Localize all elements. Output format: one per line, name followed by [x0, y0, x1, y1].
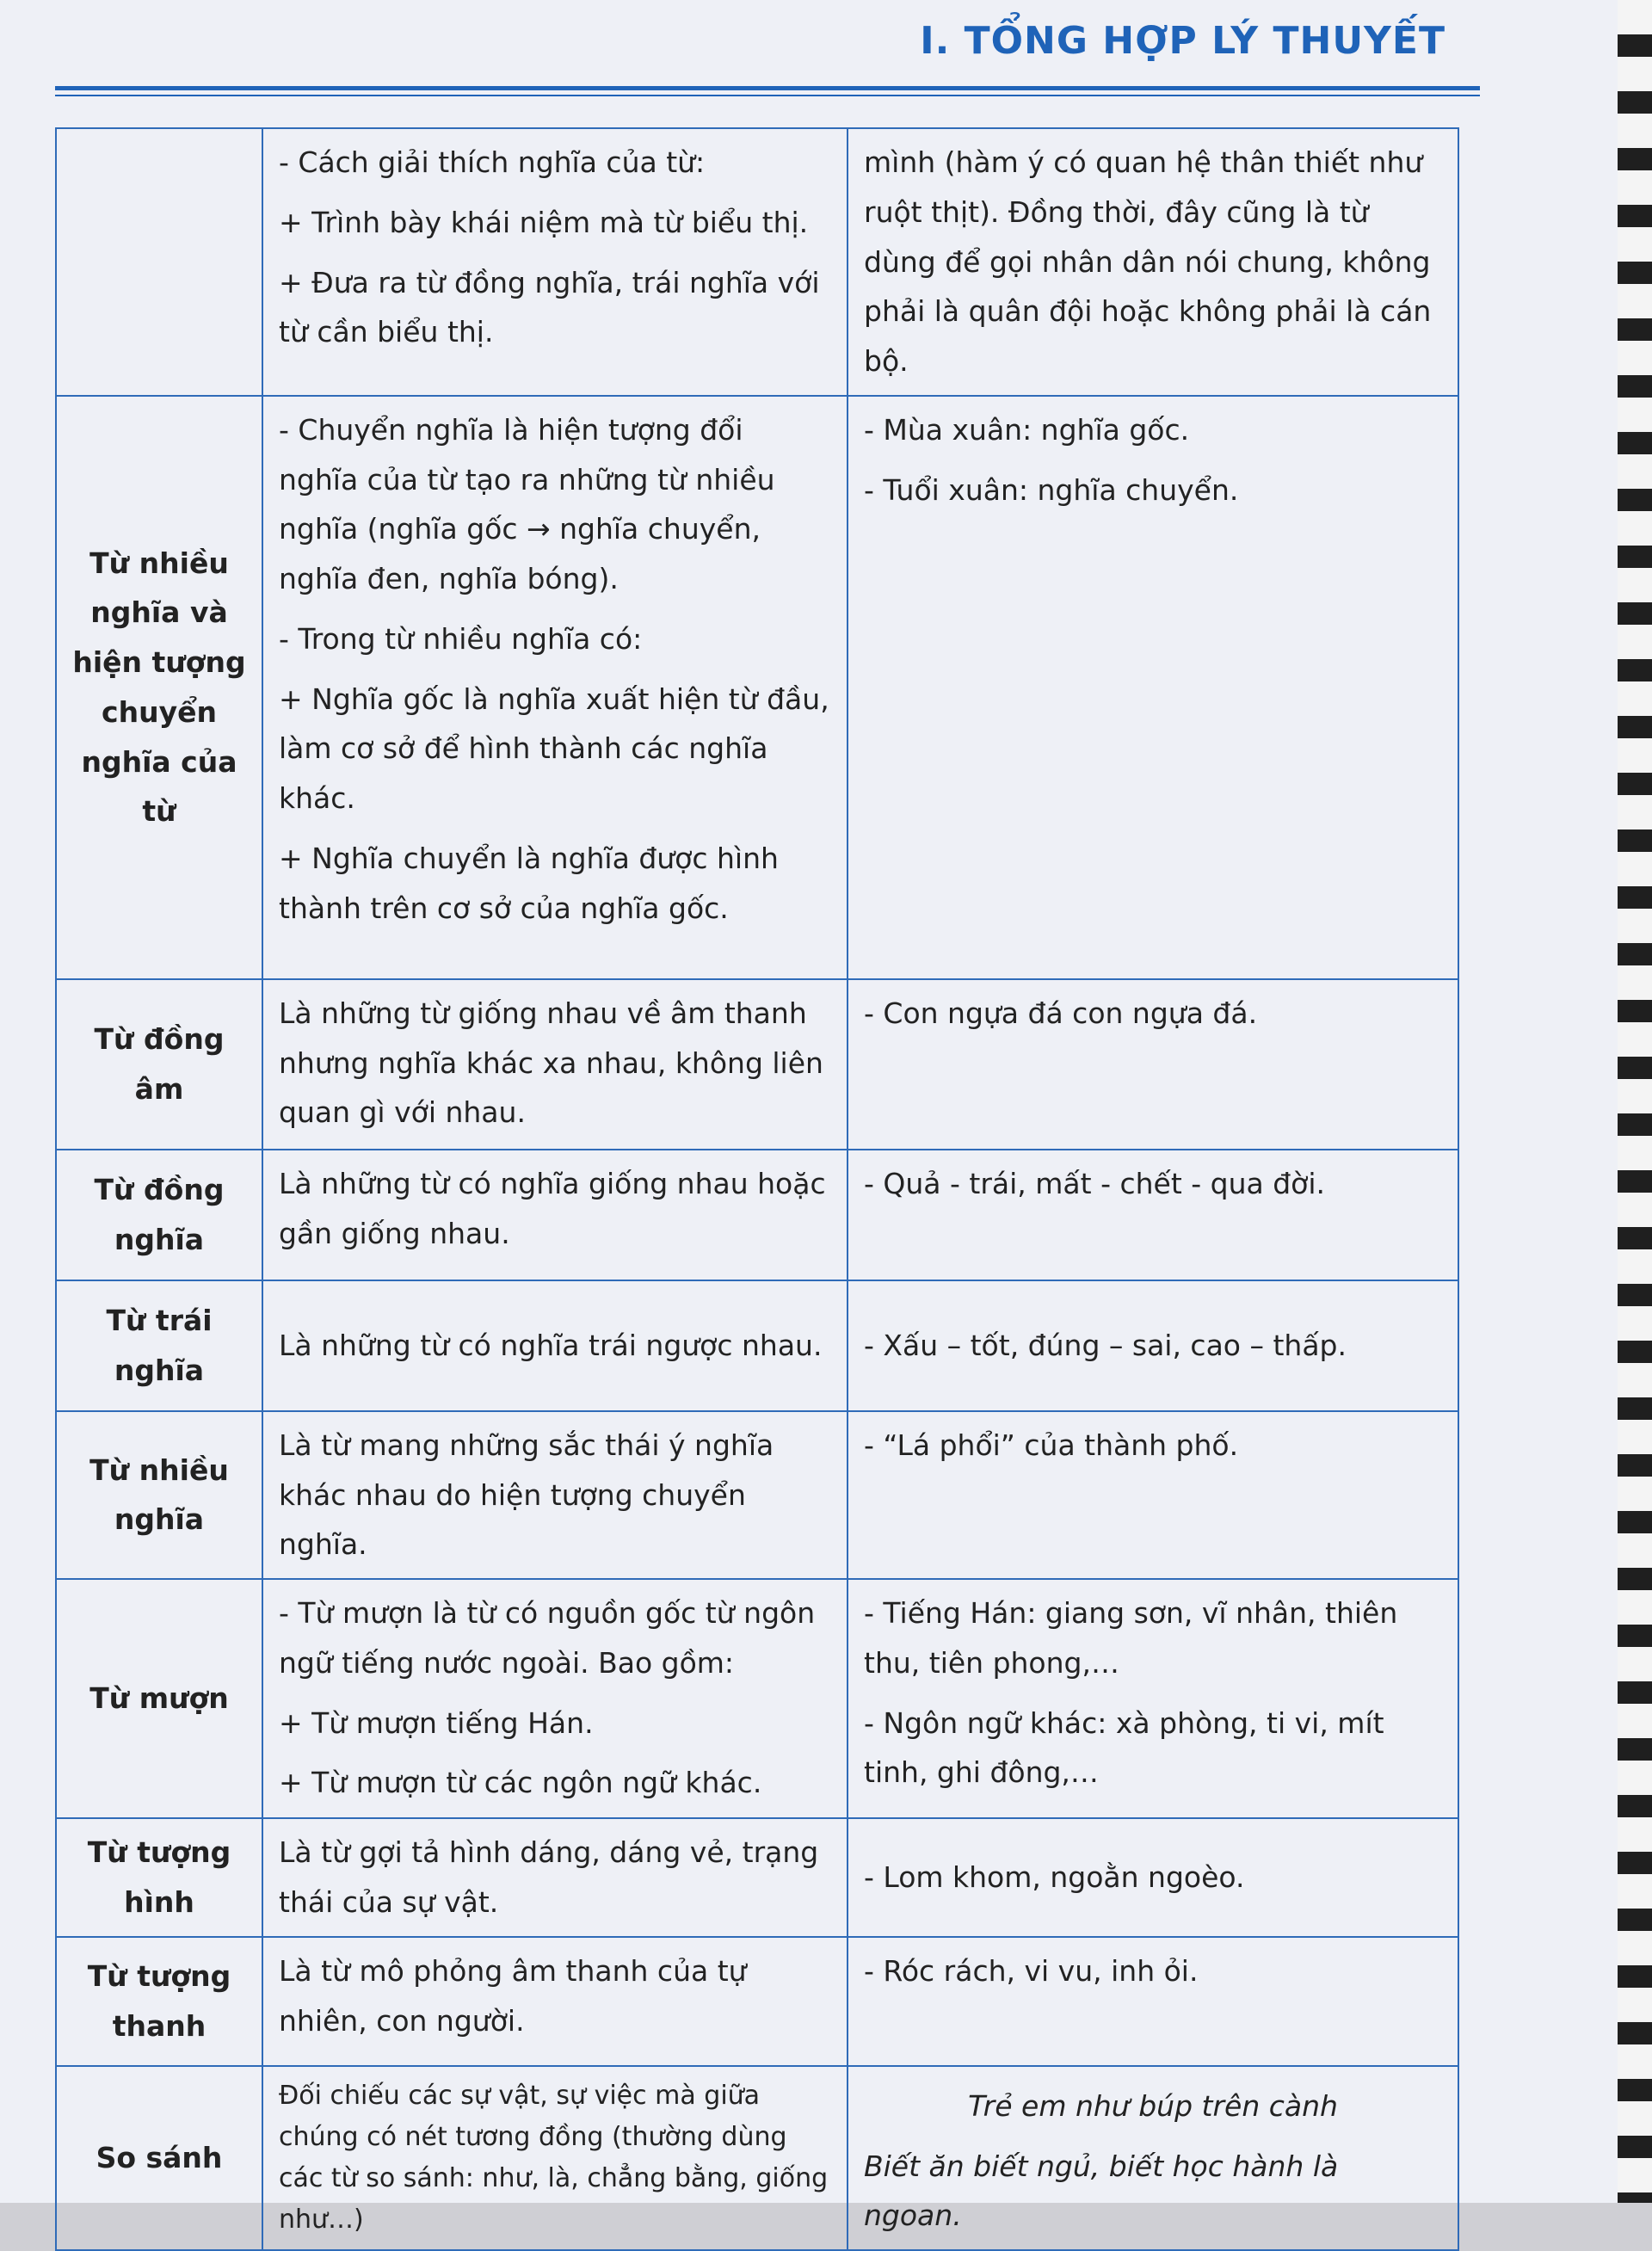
definition-line: - Chuyển nghĩa là hiện tượng đổi nghĩa của từ tạo ra những từ nhiều nghĩa (nghĩa gốc → nghĩa chuyển, nghĩa đen, nghĩa bóng). — [279, 412, 775, 595]
definition-line: + Từ mượn tiếng Hán. — [279, 1705, 594, 1740]
row-term: Từ tượng hình — [56, 1818, 262, 1937]
table-row — [56, 1818, 1458, 1937]
table-row — [56, 1411, 1458, 1579]
row-example — [848, 1937, 1458, 2066]
row-term — [56, 128, 262, 396]
row-definition — [262, 1411, 848, 1579]
row-definition — [262, 1937, 848, 2066]
definition-line: - Từ mượn là từ có nguồn gốc từ ngôn ngữ tiếng nước ngoài. Bao gồm: — [279, 1596, 816, 1680]
definition-line: - Trong từ nhiều nghĩa có: — [279, 621, 643, 656]
row-term: Từ mượn — [56, 1579, 262, 1818]
example-line: - Tiếng Hán: giang sơn, vĩ nhân, thiên thu, tiên phong,… — [864, 1596, 1398, 1680]
example-line: Trẻ em như búp trên cành — [968, 2088, 1338, 2123]
example-line: mình (hàm ý có quan hệ thân thiết như ruột thịt). Đồng thời, đây cũng là từ dùng để gọi nhân dân nói chung, không phải là quân đội hoặc không phải là cán bộ. — [864, 145, 1432, 378]
definition-line: Đối chiếu các sự vật, sự việc mà giữa chúng có nét tương đồng (thường dùng các từ so sánh: như, là, chẳng bằng, giống như…) — [279, 2081, 829, 2235]
theory-table — [55, 127, 1459, 2251]
example-line: - Con ngựa đá con ngựa đá. — [864, 996, 1258, 1030]
row-term: Từ đồng nghĩa — [56, 1150, 262, 1280]
row-example — [848, 128, 1458, 396]
example-line: - Lom khom, ngoằn ngoèo. — [864, 1860, 1245, 1895]
row-example — [848, 396, 1458, 979]
header-divider-thin — [55, 95, 1480, 96]
definition-line: Là từ gợi tả hình dáng, dáng vẻ, trạng thái của sự vật. — [279, 1835, 819, 1919]
definition-line: Là từ mang những sắc thái ý nghĩa khác nhau do hiện tượng chuyển nghĩa. — [279, 1428, 774, 1562]
definition-line: + Từ mượn từ các ngôn ngữ khác. — [279, 1766, 762, 1800]
row-example — [848, 1818, 1458, 1937]
row-definition — [262, 128, 848, 396]
table-row — [56, 2066, 1458, 2250]
table-row — [56, 979, 1458, 1150]
row-example — [848, 979, 1458, 1150]
row-term: Từ nhiều nghĩa và hiện tượng chuyển nghĩa của từ — [56, 396, 262, 979]
row-term: Từ tượng thanh — [56, 1937, 262, 2066]
row-example — [848, 2066, 1458, 2250]
definition-line: + Nghĩa gốc là nghĩa xuất hiện từ đầu, làm cơ sở để hình thành các nghĩa khác. — [279, 681, 829, 815]
example-line: - “Lá phổi” của thành phố. — [864, 1428, 1239, 1462]
definition-line: + Nghĩa chuyển là nghĩa được hình thành trên cơ sở của nghĩa gốc. — [279, 841, 779, 925]
background-edge — [1618, 0, 1652, 2203]
row-example — [848, 1280, 1458, 1411]
row-term: Từ nhiều nghĩa — [56, 1411, 262, 1579]
row-definition — [262, 1280, 848, 1411]
definition-line: Là những từ có nghĩa trái ngược nhau. — [279, 1328, 823, 1362]
definition-line: Là từ mô phỏng âm thanh của tự nhiên, con người. — [279, 1954, 747, 2038]
example-line: - Xấu – tốt, đúng – sai, cao – thấp. — [864, 1328, 1347, 1362]
definition-line: + Trình bày khái niệm mà từ biểu thị. — [279, 205, 809, 239]
definition-line: + Đưa ra từ đồng nghĩa, trái nghĩa với từ cần biểu thị. — [279, 265, 820, 349]
section-title: I. TỔNG HỢP LÝ THUYẾT — [920, 19, 1446, 63]
row-example — [848, 1411, 1458, 1579]
example-line: - Tuổi xuân: nghĩa chuyển. — [864, 472, 1239, 507]
row-definition — [262, 1579, 848, 1818]
table-row — [56, 128, 1458, 396]
example-line: Biết ăn biết ngủ, biết học hành là ngoan. — [864, 2149, 1339, 2233]
row-definition — [262, 2066, 848, 2250]
table-row — [56, 1937, 1458, 2066]
definition-line: - Cách giải thích nghĩa của từ: — [279, 145, 706, 179]
row-definition — [262, 396, 848, 979]
row-example — [848, 1579, 1458, 1818]
example-line: - Quả - trái, mất - chết - qua đời. — [864, 1166, 1326, 1200]
row-term: So sánh — [56, 2066, 262, 2250]
header-divider — [55, 86, 1480, 90]
row-term: Từ đồng âm — [56, 979, 262, 1150]
row-definition — [262, 1818, 848, 1937]
definition-line: Là những từ giống nhau về âm thanh nhưng nghĩa khác xa nhau, không liên quan gì với nhau. — [279, 996, 823, 1130]
table-row — [56, 396, 1458, 979]
example-line: - Róc rách, vi vu, inh ỏi. — [864, 1954, 1199, 1988]
table-row — [56, 1280, 1458, 1411]
row-definition — [262, 1150, 848, 1280]
definition-line: Là những từ có nghĩa giống nhau hoặc gần giống nhau. — [279, 1166, 826, 1250]
table-row — [56, 1579, 1458, 1818]
row-term: Từ trái nghĩa — [56, 1280, 262, 1411]
row-example — [848, 1150, 1458, 1280]
example-line: - Ngôn ngữ khác: xà phòng, ti vi, mít tinh, ghi đông,… — [864, 1705, 1384, 1790]
table-row — [56, 1150, 1458, 1280]
row-definition — [262, 979, 848, 1150]
example-line: - Mùa xuân: nghĩa gốc. — [864, 412, 1190, 447]
